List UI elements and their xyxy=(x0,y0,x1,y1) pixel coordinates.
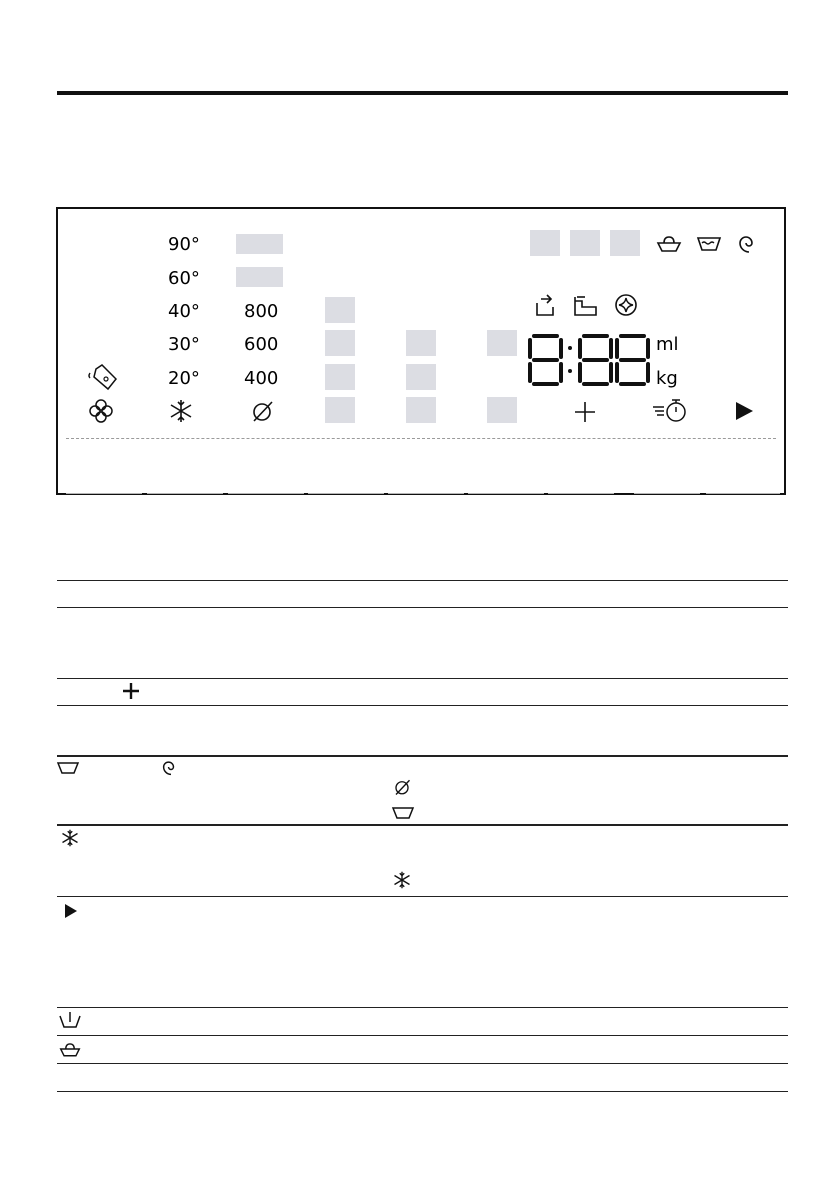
tap-icon xyxy=(572,295,598,317)
fast-timer-icon xyxy=(652,397,688,423)
table-rule xyxy=(57,755,788,757)
top-rule xyxy=(57,91,788,95)
snowflake-icon xyxy=(393,871,411,889)
hand-wash-icon xyxy=(59,1011,81,1029)
plus-icon xyxy=(122,682,140,700)
button-edge xyxy=(228,493,304,494)
table-rule xyxy=(57,896,788,897)
spin-400-label: 400 xyxy=(244,368,279,389)
key-placeholder[interactable] xyxy=(325,297,355,323)
temp-90-label: 90° xyxy=(168,234,200,255)
soak-basin-icon xyxy=(696,235,722,253)
table-rule xyxy=(57,678,788,679)
key-placeholder[interactable] xyxy=(570,230,600,256)
table-rule xyxy=(57,1007,788,1008)
play-icon xyxy=(64,903,78,919)
button-edge xyxy=(468,493,544,494)
key-placeholder[interactable] xyxy=(487,330,517,356)
temp-40-label: 40° xyxy=(168,301,200,322)
button-edge xyxy=(388,493,464,494)
key-placeholder[interactable] xyxy=(487,397,517,423)
flower-icon xyxy=(89,399,113,423)
temp-20-label: 20° xyxy=(168,368,200,389)
temp-60-label: 60° xyxy=(168,268,200,289)
key-placeholder[interactable] xyxy=(325,397,355,423)
key-placeholder[interactable] xyxy=(236,234,283,254)
basin-icon xyxy=(59,1040,81,1058)
table-rule xyxy=(57,705,788,706)
key-placeholder[interactable] xyxy=(406,364,436,390)
table-rule xyxy=(57,607,788,608)
panel-divider xyxy=(66,438,776,439)
ml-unit-label: ml xyxy=(656,334,679,355)
sparkle-circle-icon xyxy=(614,293,638,317)
snowflake-icon xyxy=(169,399,193,423)
button-edge xyxy=(66,493,142,494)
control-panel xyxy=(56,207,786,495)
button-edge xyxy=(706,493,780,494)
play-icon[interactable] xyxy=(734,401,754,421)
button-edge xyxy=(634,493,700,494)
no-spin-icon xyxy=(393,778,411,796)
key-placeholder[interactable] xyxy=(406,397,436,423)
temp-30-label: 30° xyxy=(168,334,200,355)
basin-icon xyxy=(392,806,414,820)
basin-icon xyxy=(57,761,79,775)
key-placeholder[interactable] xyxy=(325,364,355,390)
table-rule xyxy=(57,580,788,581)
no-spin-icon xyxy=(250,399,274,423)
key-placeholder[interactable] xyxy=(610,230,640,256)
spin-swirl-icon xyxy=(162,758,180,776)
basin-icon xyxy=(656,233,682,253)
spin-800-label: 800 xyxy=(244,301,279,322)
key-placeholder[interactable] xyxy=(236,267,283,287)
plus-icon xyxy=(574,401,596,423)
kg-unit-label: kg xyxy=(656,368,678,389)
table-rule xyxy=(57,1035,788,1036)
table-rule xyxy=(57,1063,788,1064)
detergent-bottle-icon xyxy=(86,363,118,391)
button-edge xyxy=(308,493,384,494)
key-placeholder[interactable] xyxy=(325,330,355,356)
key-placeholder[interactable] xyxy=(406,330,436,356)
spin-swirl-icon xyxy=(738,232,760,254)
spin-600-label: 600 xyxy=(244,334,279,355)
button-edge xyxy=(147,493,223,494)
tray-arrow-icon xyxy=(534,293,556,317)
snowflake-icon xyxy=(61,829,79,847)
key-placeholder[interactable] xyxy=(530,230,560,256)
table-rule xyxy=(57,1091,788,1092)
table-rule xyxy=(57,824,788,826)
button-edge xyxy=(548,493,614,494)
